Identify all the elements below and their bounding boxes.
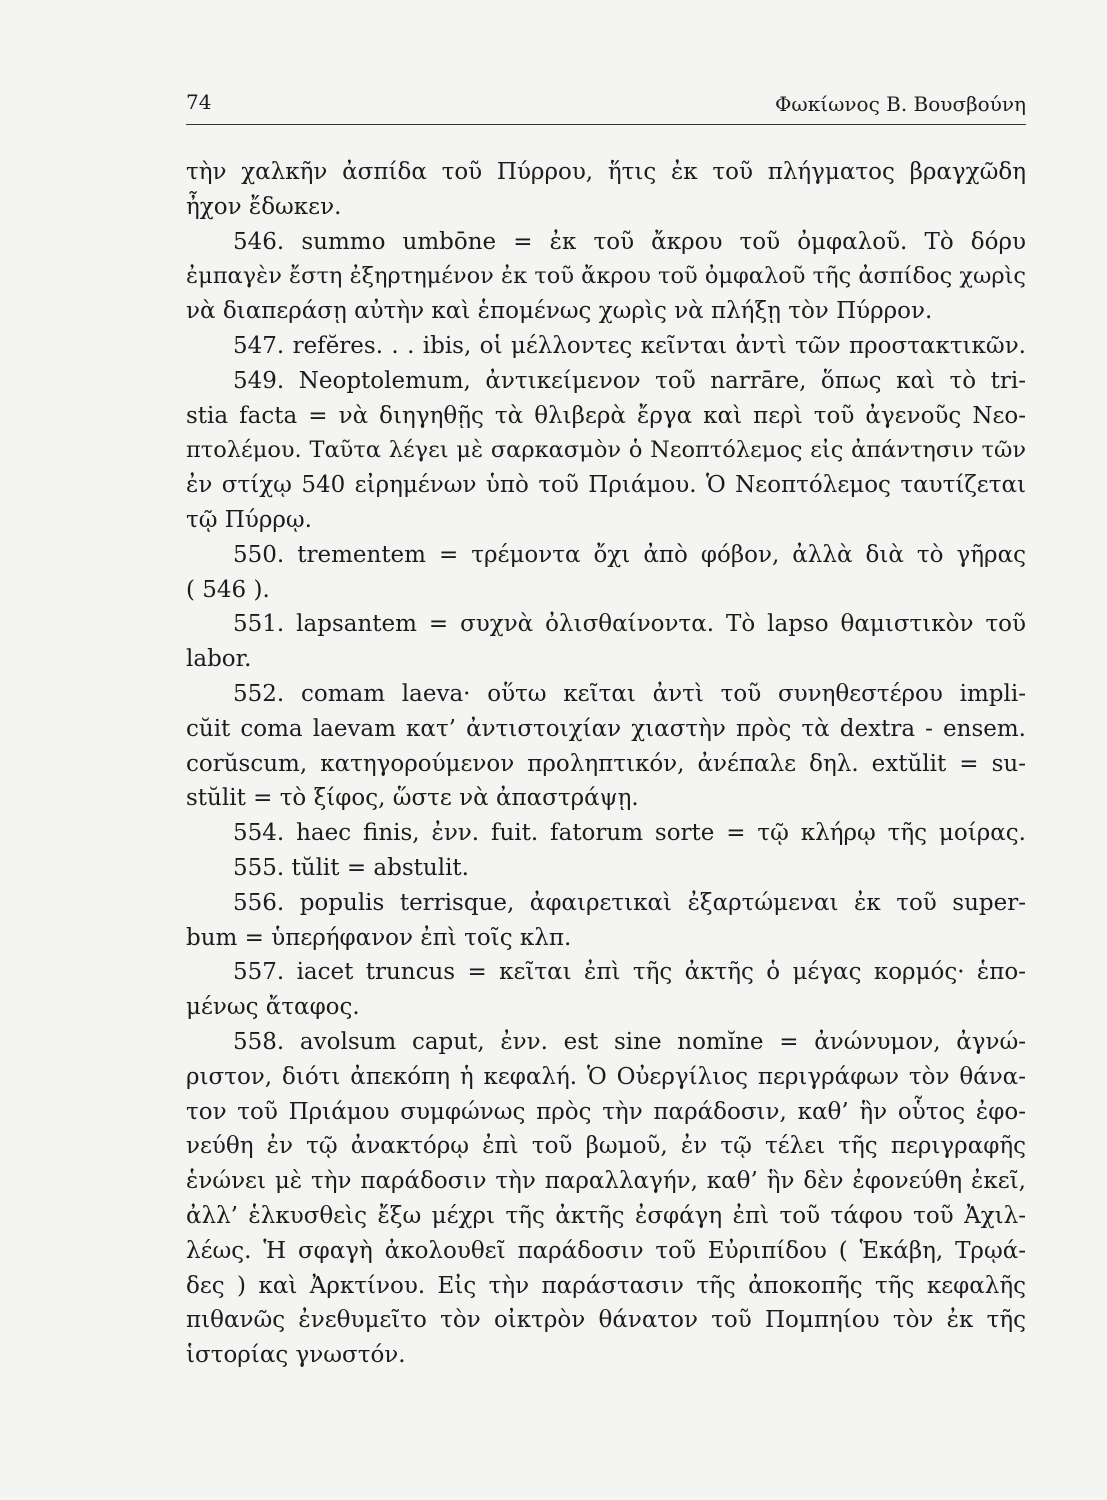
text-line: τον τοῦ Πριάμου συμφώνως πρὸς τὴν παράδοσιν, καθ’ ἣν οὗτος ἐφο- bbox=[186, 1098, 1026, 1125]
entry-550: 550. trementem = τρέμοντα ὄχι ἀπὸ φόβον, ἀλλὰ διὰ τὸ γῆρας bbox=[233, 541, 1026, 568]
text-line: labor. bbox=[186, 646, 252, 673]
text-line: ἐν στίχῳ 540 εἰρημένων ὑπὸ τοῦ Πριάμου. Ὁ Νεοπτόλεμος ταυτίζεται bbox=[186, 472, 1026, 499]
text-line: τῷ Πύρρῳ. bbox=[186, 506, 312, 533]
entry-549: 549. Neoptolemum, ἀντικείμενον τοῦ narrāre, ὅπως καὶ τὸ tri- bbox=[233, 367, 1026, 394]
text-line: πτολέμου. Ταῦτα λέγει μὲ σαρκασμὸν ὁ Νεοπτόλεμος εἰς ἀπάντησιν τῶν bbox=[186, 437, 1026, 464]
text-line: ἦχον ἔδωκεν. bbox=[186, 193, 342, 220]
page-header bbox=[186, 86, 1026, 122]
header-rule bbox=[186, 124, 1026, 125]
text-line: ἀλλ’ ἑλκυσθεὶς ἔξω μέχρι τῆς ἀκτῆς ἐσφάγη ἐπὶ τοῦ τάφου τοῦ Ἀχιλ- bbox=[186, 1202, 1026, 1229]
page-number: 74 bbox=[186, 90, 212, 114]
body-text bbox=[186, 155, 1026, 1373]
text-line: bum = ὑπερήφανον ἐπὶ τοῖς κλπ. bbox=[186, 924, 572, 951]
text-line: cŭit coma laevam κατ’ ἀντιστοιχίαν χιαστὴν πρὸς τὰ dextra - ensem. bbox=[186, 715, 1026, 742]
text-line: ἑνώνει μὲ τὴν παράδοσιν τὴν παραλλαγήν, καθ’ ἣν δὲν ἐφονεύθη ἐκεῖ, bbox=[186, 1168, 1026, 1195]
entry-551: 551. lapsantem = συχνὰ ὀλισθαίνοντα. Τὸ lapso θαμιστικὸν τοῦ bbox=[233, 611, 1026, 638]
text-line: δες ) καὶ Ἀρκτίνου. Εἰς τὴν παράστασιν τῆς ἀποκοπῆς τῆς κεφαλῆς bbox=[186, 1272, 1026, 1299]
running-head: Φωκίωνος Β. Βουσβούνη bbox=[775, 92, 1026, 116]
entry-546: 546. summo umbōne = ἐκ τοῦ ἄκρου τοῦ ὀμφαλοῦ. Τὸ δόρυ bbox=[233, 228, 1026, 255]
text-line: πιθανῶς ἐνεθυμεῖτο τὸν οἰκτρὸν θάνατον τοῦ Πομπηίου τὸν ἐκ τῆς bbox=[186, 1307, 1026, 1334]
entry-554: 554. haec finis, ἐνν. fuit. fatorum sorte = τῷ κλήρῳ τῆς μοίρας. bbox=[233, 820, 1026, 847]
text-line: νεύθη ἐν τῷ ἀνακτόρῳ ἐπὶ τοῦ βωμοῦ, ἐν τῷ τέλει τῆς περιγραφῆς bbox=[186, 1133, 1026, 1160]
entry-547: 547. refĕres. . . ibis, οἱ μέλλοντες κεῖνται ἀντὶ τῶν προστακτικῶν. bbox=[233, 332, 1026, 359]
entry-557: 557. iacet truncus = κεῖται ἐπὶ τῆς ἀκτῆς ὁ μέγας κορμός· ἑπο- bbox=[233, 959, 1026, 986]
entry-558: 558. avolsum caput, ἐνν. est sine nomĭne = ἀνώνυμον, ἀγνώ- bbox=[233, 1028, 1026, 1055]
text-line: corŭscum, κατηγορούμενον προληπτικόν, ἀνέπαλε δηλ. extŭlit = su- bbox=[186, 750, 1026, 777]
text-line: stŭlit = τὸ ξίφος, ὥστε νὰ ἀπαστράψῃ. bbox=[186, 785, 639, 812]
entry-556: 556. populis terrisque, ἀφαιρετικαὶ ἐξαρτώμεναι ἐκ τοῦ super- bbox=[233, 889, 1026, 916]
text-line: μένως ἄταφος. bbox=[186, 994, 360, 1021]
entry-555: 555. tŭlit = abstulit. bbox=[233, 854, 469, 881]
text-line: ( 546 ). bbox=[186, 576, 270, 603]
text-line: τὴν χαλκῆν ἀσπίδα τοῦ Πύρρου, ἥτις ἐκ τοῦ πλήγματος βραγχῶδη bbox=[186, 159, 1026, 185]
text-line: stia facta = νὰ διηγηθῇς τὰ θλιβερὰ ἔργα καὶ περὶ τοῦ ἀγενοῦς Νεο- bbox=[186, 402, 1026, 429]
text-line: ριστον, διότι ἀπεκόπη ἡ κεφαλή. Ὁ Οὐεργίλιος περιγράφων τὸν θάνα- bbox=[186, 1063, 1026, 1090]
text-line: ἱστορίας γνωστόν. bbox=[186, 1342, 406, 1369]
text-line: ἐμπαγὲν ἔστη ἐξηρτημένον ἐκ τοῦ ἄκρου τοῦ ὀμφαλοῦ τῆς ἀσπίδος χωρὶς bbox=[186, 263, 1026, 290]
text-line: λέως. Ἡ σφαγὴ ἀκολουθεῖ παράδοσιν τοῦ Εὐριπίδου ( Ἑκάβη, Τρῳά- bbox=[186, 1237, 1026, 1264]
text-line: νὰ διαπεράσῃ αὐτὴν καὶ ἑπομένως χωρὶς νὰ πλήξῃ τὸν Πύρρον. bbox=[186, 298, 933, 325]
entry-552: 552. comam laeva· οὕτω κεῖται ἀντὶ τοῦ συνηθεστέρου impli- bbox=[233, 680, 1026, 707]
